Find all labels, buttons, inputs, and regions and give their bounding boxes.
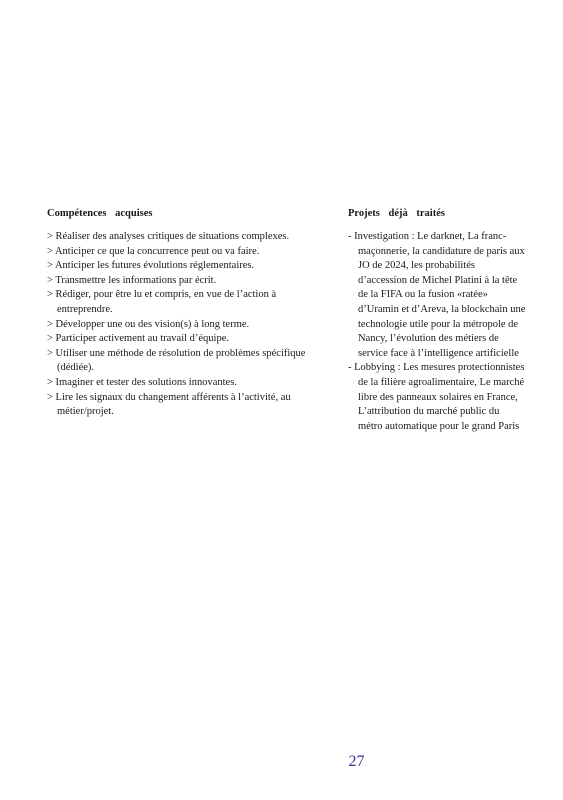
projets-section [348, 207, 526, 434]
competence-item: > Lire les signaux du changement afférents à l’activité, au métier/projet. [47, 391, 291, 418]
competence-item: > Anticiper les futures évolutions réglementaires. [47, 260, 255, 272]
competence-item: > Participer activement au travail d’équipe. [47, 333, 230, 345]
competence-item: > Utiliser une méthode de résolution de problèmes spécifique (dédiée). [47, 347, 306, 374]
page-number: 27 [348, 753, 365, 770]
competences-section [47, 207, 332, 420]
projets-heading: Projets déjà traités [348, 208, 445, 219]
competence-item: > Transmettre les informations par écrit. [47, 274, 217, 286]
competence-item: > Réaliser des analyses critiques de situations complexes. [47, 231, 290, 242]
competences-heading: Compétences acquises [47, 208, 153, 219]
projet-item-investigation: - Investigation : Le darknet, La franc-maçonnerie, la candidature de paris aux JO de 2024, les probabilités d’accession de Michel Platini à la tête de la FIFA ou la fusion «ratée» d’Uramin et d’Areva, la blockchain une technologie utile pour la métropole de Nancy, l’évolution des métiers de service face à l’intelligence artificielle [348, 231, 526, 359]
projets-list [348, 230, 526, 434]
projet-item-lobbying: - Lobbying : Les mesures protectionnistes de la filière agroalimentaire, Le marché libre des panneaux solaires en France, L’attribution du marché public du métro automatique pour le grand Paris [348, 362, 525, 432]
competence-item: > Rédiger, pour être lu et compris, en vue de l’action à entreprendre. [47, 289, 277, 315]
competence-item: > Imaginer et tester des solutions innovantes. [47, 376, 237, 388]
competences-list [47, 230, 332, 420]
competence-item: > Anticiper ce que la concurrence peut ou va faire. [47, 245, 260, 257]
competence-item: > Développer une ou des vision(s) à long terme. [47, 318, 250, 330]
page-number-container [0, 752, 563, 772]
